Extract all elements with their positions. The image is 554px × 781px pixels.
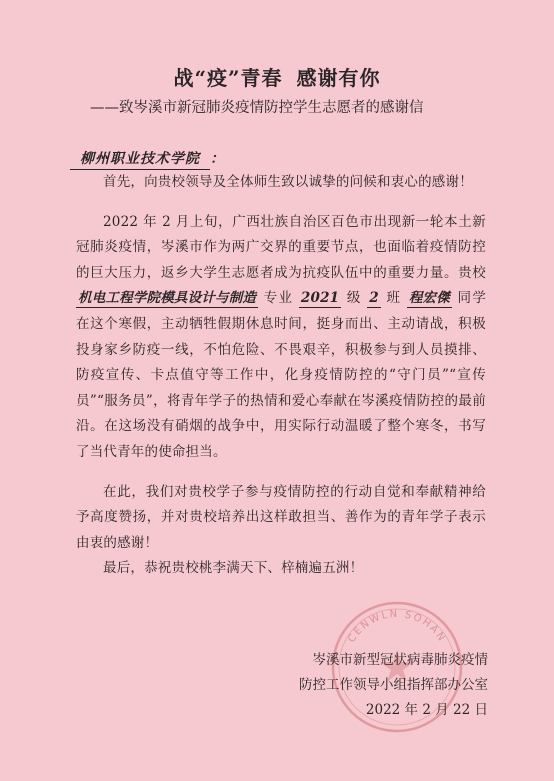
paragraph-2-part-c: 级 — [346, 290, 362, 307]
letter-subtitle: ——致岑溪市新冠肺炎疫情防控学生志愿者的感谢信 — [90, 100, 424, 116]
letter-body — [76, 170, 486, 582]
seal-text: CENWLN SOHAN — [346, 608, 448, 645]
paragraph-2-part-b: 专业 — [263, 290, 294, 307]
signature-date: 2022 年 2 月 22 日 — [365, 702, 488, 718]
fill-name: 程宏傑 — [408, 290, 450, 307]
paragraph-3: 在此，我们对贵校学子参与疫情防控的行动自觉和奉献精神给予高度赞扬，并对贵校培养出这样敢担当、善作为的青年学子表示由衷的感谢！ — [76, 483, 486, 551]
signature-line-1: 岑溪市新型冠状病毒肺炎疫情 — [312, 652, 488, 668]
paragraph-4: 最后，恭祝贵校桃李满天下、梓楠遍五洲！ — [103, 560, 364, 577]
salutation-colon: ： — [210, 151, 225, 167]
title-part-2: 感谢有你 — [296, 66, 381, 90]
paragraph-2-part-e: 同学在这个寒假，主动牺牲假期休息时间，挺身而出、主动请战，积极投身家乡防疫一线，不怕危险、不畏艰辛，积极参与到人员摸排、防疫宣传、卡点值守等工作中，化身疫情防控的“守门员”“宣传员”“服务员”，将青年学子的热情和爱心奉献在岑溪疫情防控的最前沿。在这场没有硝烟的战争中，用实际行动温暖了整个寒冬，书写了当代青年的使命担当。 — [76, 290, 487, 460]
paragraph-1: 首先，向贵校领导及全体师生致以诚挚的问候和衷心的感谢！ — [103, 174, 473, 190]
paragraph-2-part-a: 2022 年 2 月上旬，广西壮族自治区百色市出现新一轮本土新冠肺炎疫情，岑溪市作为两广交界的重要节点，也面临着疫情防控的巨大压力，返乡大学生志愿者成为抗疫队伍中的重要力量。贵校 — [76, 213, 486, 281]
salutation — [70, 148, 225, 170]
fill-college: 机电工程学院模具设计与制造 — [78, 290, 257, 307]
signature-line-2: 防控工作领导小组指挥部办公室 — [299, 677, 488, 693]
fill-year: 2021 — [300, 290, 340, 307]
paragraph-2 — [76, 210, 486, 466]
paragraph-2-part-d: 班 — [386, 290, 402, 307]
title-part-1: 战“疫”青春 — [173, 66, 283, 90]
letter-title — [0, 62, 554, 91]
signature-block — [248, 648, 488, 723]
salutation-school: 柳州职业技术学院 — [70, 148, 210, 170]
fill-class: 2 — [369, 290, 379, 307]
